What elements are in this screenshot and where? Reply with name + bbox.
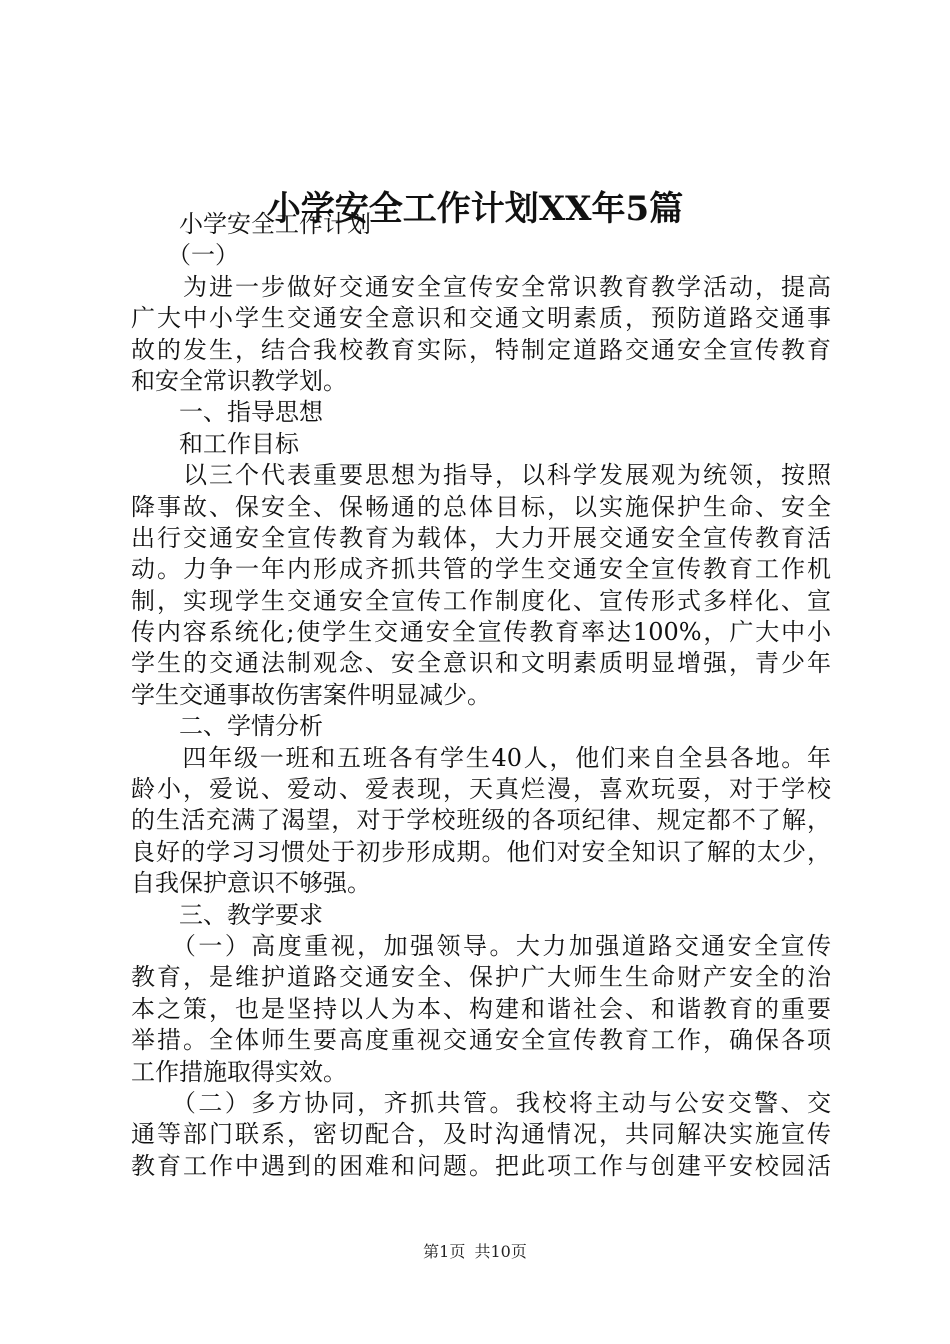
text-line: 学生的交通法制观念、安全意识和文明素质明显增强，青少年 (131, 649, 831, 678)
page-footer (0, 1240, 950, 1264)
text-line: 通等部门联系，密切配合，及时沟通情况，共同解决实施宣传 (131, 1120, 831, 1149)
text-line: 传内容系统化;使学生交通安全宣传教育率达100%，广大中小 (131, 618, 831, 647)
text-line: 二、学情分析 (131, 712, 323, 741)
text-line: 良好的学习习惯处于初步形成期。他们对安全知识了解的太少， (131, 837, 831, 866)
text-line: 学生交通事故伤害案件明显减少。 (131, 680, 491, 709)
document-title: 小学安全工作计划XX年5篇 (266, 189, 684, 229)
text-line: 工作措施取得实效。 (131, 1057, 347, 1086)
text-line: 的生活充满了渴望，对于学校班级的各项纪律、规定都不了解， (131, 806, 831, 835)
text-line: 降事故、保安全、保畅通的总体目标，以实施保护生命、安全 (131, 492, 831, 521)
text-line: 一、指导思想 (131, 398, 323, 427)
text-line: 教育工作中遇到的困难和问题。把此项工作与创建平安校园活 (131, 1151, 831, 1180)
text-line: 小学安全工作计划 (131, 210, 371, 238)
text-line: 本之策，也是坚持以人为本、构建和谐社会、和谐教育的重要 (131, 994, 831, 1023)
text-line: 四年级一班和五班各有学生40人，他们来自全县各地。年 (131, 743, 831, 772)
text-line: 动。力争一年内形成齐抓共管的学生交通安全宣传教育工作机 (131, 555, 831, 584)
text-line: 三、教学要求 (131, 900, 323, 929)
text-line: 制，实现学生交通安全宣传工作制度化、宣传形式多样化、宣 (131, 586, 831, 615)
text-line: 教育，是维护道路交通安全、保护广大师生生命财产安全的治 (131, 963, 831, 992)
text-line: 和工作目标 (131, 429, 299, 458)
page-number: 第1页 (423, 1242, 466, 1261)
total-pages: 共10页 (474, 1242, 527, 1261)
text-line: 为进一步做好交通安全宣传安全常识教育教学活动，提高 (131, 272, 831, 301)
text-line: 举措。全体师生要高度重视交通安全宣传教育工作，确保各项 (131, 1026, 831, 1055)
text-line: 龄小，爱说、爱动、爱表现，天真烂漫，喜欢玩耍，对于学校 (131, 775, 831, 804)
text-line: 和安全常识教学划。 (131, 366, 347, 395)
text-line: （二）多方协同，齐抓共管。我校将主动与公安交警、交 (131, 1088, 831, 1117)
text-line: 广大中小学生交通安全意识和交通文明素质，预防道路交通事 (131, 304, 831, 333)
text-line: 自我保护意识不够强。 (131, 869, 371, 898)
text-line: （一） (131, 241, 239, 270)
text-line: 出行交通安全宣传教育为载体，大力开展交通安全宣传教育活 (131, 523, 831, 552)
text-line: 故的发生，结合我校教育实际，特制定道路交通安全宣传教育 (131, 335, 831, 364)
text-line: 以三个代表重要思想为指导，以科学发展观为统领，按照 (131, 461, 831, 490)
text-line: （一）高度重视，加强领导。大力加强道路交通安全宣传 (131, 931, 831, 960)
document-body (131, 209, 831, 1182)
